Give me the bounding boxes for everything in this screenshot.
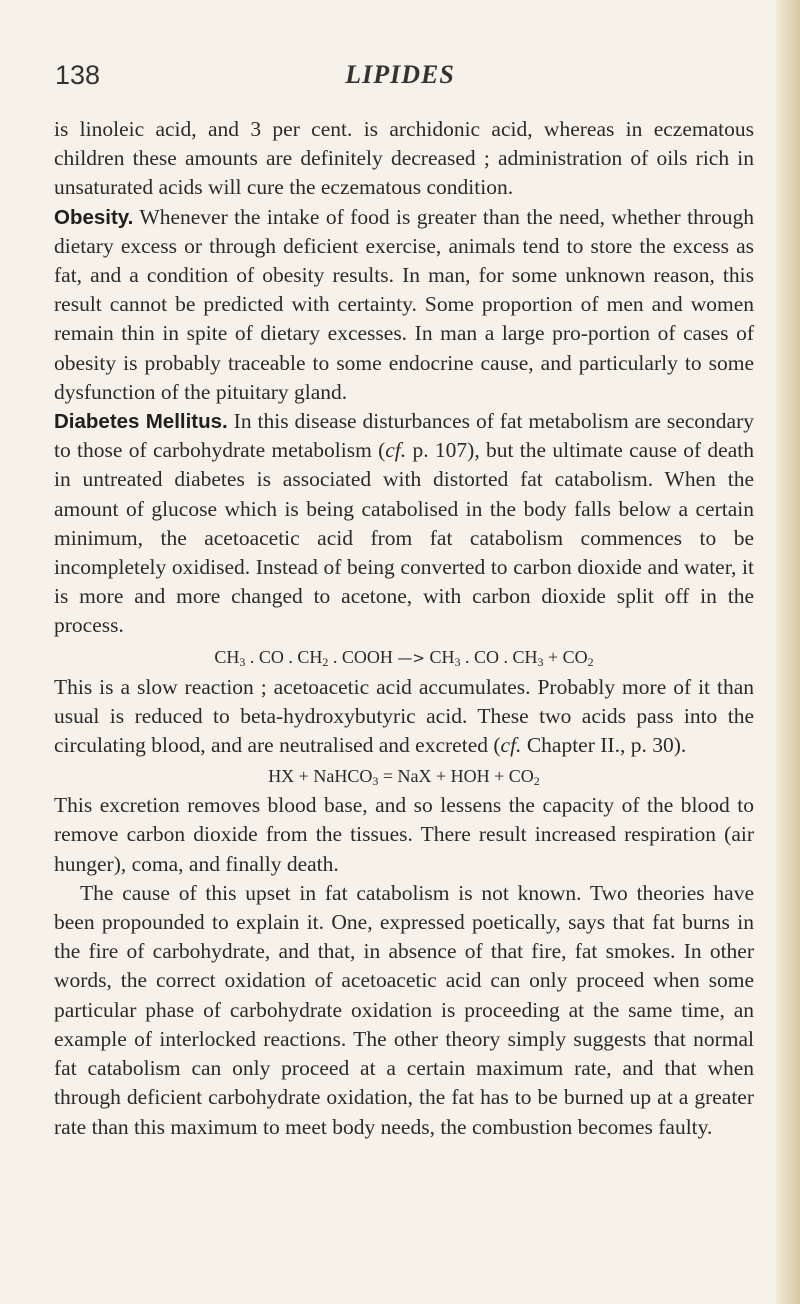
eq2-sub: 3 <box>372 774 379 789</box>
page-edge <box>776 0 800 1304</box>
eq1-sub: 3 <box>454 654 461 669</box>
eq2-part: HX + NaHCO <box>268 766 373 787</box>
paragraph-diabetes <box>54 407 754 641</box>
eq1-part: . CO . CH <box>460 646 538 667</box>
eq1-sub: 2 <box>587 654 594 669</box>
running-head: LIPIDES <box>345 60 455 89</box>
heading-diabetes: Diabetes Mellitus. <box>54 410 228 434</box>
slow-reaction-text-a: This is a slow reaction ; acetoacetic acid accumulates. Probably more of it than usual is reduced to beta-hydroxybutyric acid. These two acids pass into the circulating blood, and are neutralised and excreted ( <box>54 674 754 758</box>
heading-obesity: Obesity. <box>54 205 134 229</box>
obesity-text: Whenever the intake of food is greater than the need, whether through dietary excess or through deficient exercise, animals tend to store the excess as fat, and a condition of obesity results. In man, for some unknown reason, this result cannot be predicted with certainty. Some proportion of men and women remain thin in spite of dietary excesses. In man a large pro-portion of cases of obesity is probably traceable to some endocrine cause, and particularly to some dysfunction of the pituitary gland. <box>54 204 754 404</box>
paragraph-obesity <box>54 203 754 407</box>
page-header <box>0 60 800 94</box>
diabetes-text-a: In this disease disturbances of fat metabolism are secondary to those of carbohydrate metabolism ( <box>54 409 754 463</box>
paragraph-excretion: This excretion removes blood base, and so lessens the capacity of the blood to remove carbon dioxide from the tissues. There result increased respiration (air hunger), coma, and finally death. <box>54 793 754 876</box>
slow-reaction-text-b: Chapter II., p. 30). <box>521 733 687 758</box>
eq2-sub: 2 <box>533 774 540 789</box>
paragraph-slow-reaction <box>54 673 754 761</box>
eq1-sub: 2 <box>322 654 329 669</box>
diabetes-text-b: p. 107), but the ultimate cause of death in untreated diabetes is associated with distorted fat catabolism. When the amount of glucose which is being catabolised in the body falls below a certain minimum, the acetoacetic acid from fat catabolism commences to be incompletely oxidised. Instead of being converted to carbon dioxide and water, it is more and more changed to acetone, with carbon dioxide split off in the process. <box>54 438 754 638</box>
eq1-part: . CO . CH <box>245 646 323 667</box>
reaction-arrow-icon: —> <box>397 648 425 667</box>
eq1-part: + CO <box>543 646 588 667</box>
body-text <box>54 115 754 1142</box>
eq1-part: . COOH <box>328 646 398 667</box>
paragraph-theories: The cause of this upset in fat catabolism is not known. Two theories have been propounded to explain it. One, expressed poetically, says that fat burns in the fire of carbohydrate, and that, in absence of that fire, fat smokes. In other words, the correct oxidation of acetoacetic acid can only proceed when some particular phase of carbohydrate oxidation is proceeding at the same time, an example of interlocked reactions. The other theory simply suggests that normal fat catabolism can only proceed at a certain maximum rate, and that when through deficient carbohydrate oxidation, the fat has to be burned up at a greater rate than this maximum to meet body needs, the combustion becomes faulty. <box>54 880 754 1139</box>
page-number: 138 <box>55 60 101 90</box>
equation-neutralisation <box>54 761 754 791</box>
paragraph-eczema: is linoleic acid, and 3 per cent. is archidonic acid, whereas in eczematous children these amounts are definitely decreased ; administration of oils rich in unsaturated acids will cure the eczematous condition. <box>54 117 754 200</box>
equation-acetoacetic <box>54 642 754 673</box>
eq1-part: CH <box>424 646 455 667</box>
slow-reaction-cf: cf. <box>500 733 522 758</box>
eq1-sub: 3 <box>537 654 544 669</box>
diabetes-cf: cf. <box>385 438 407 463</box>
eq1-sub: 3 <box>239 654 246 669</box>
eq1-part: CH <box>214 646 240 667</box>
eq2-part: = NaX + HOH + CO <box>378 766 534 787</box>
